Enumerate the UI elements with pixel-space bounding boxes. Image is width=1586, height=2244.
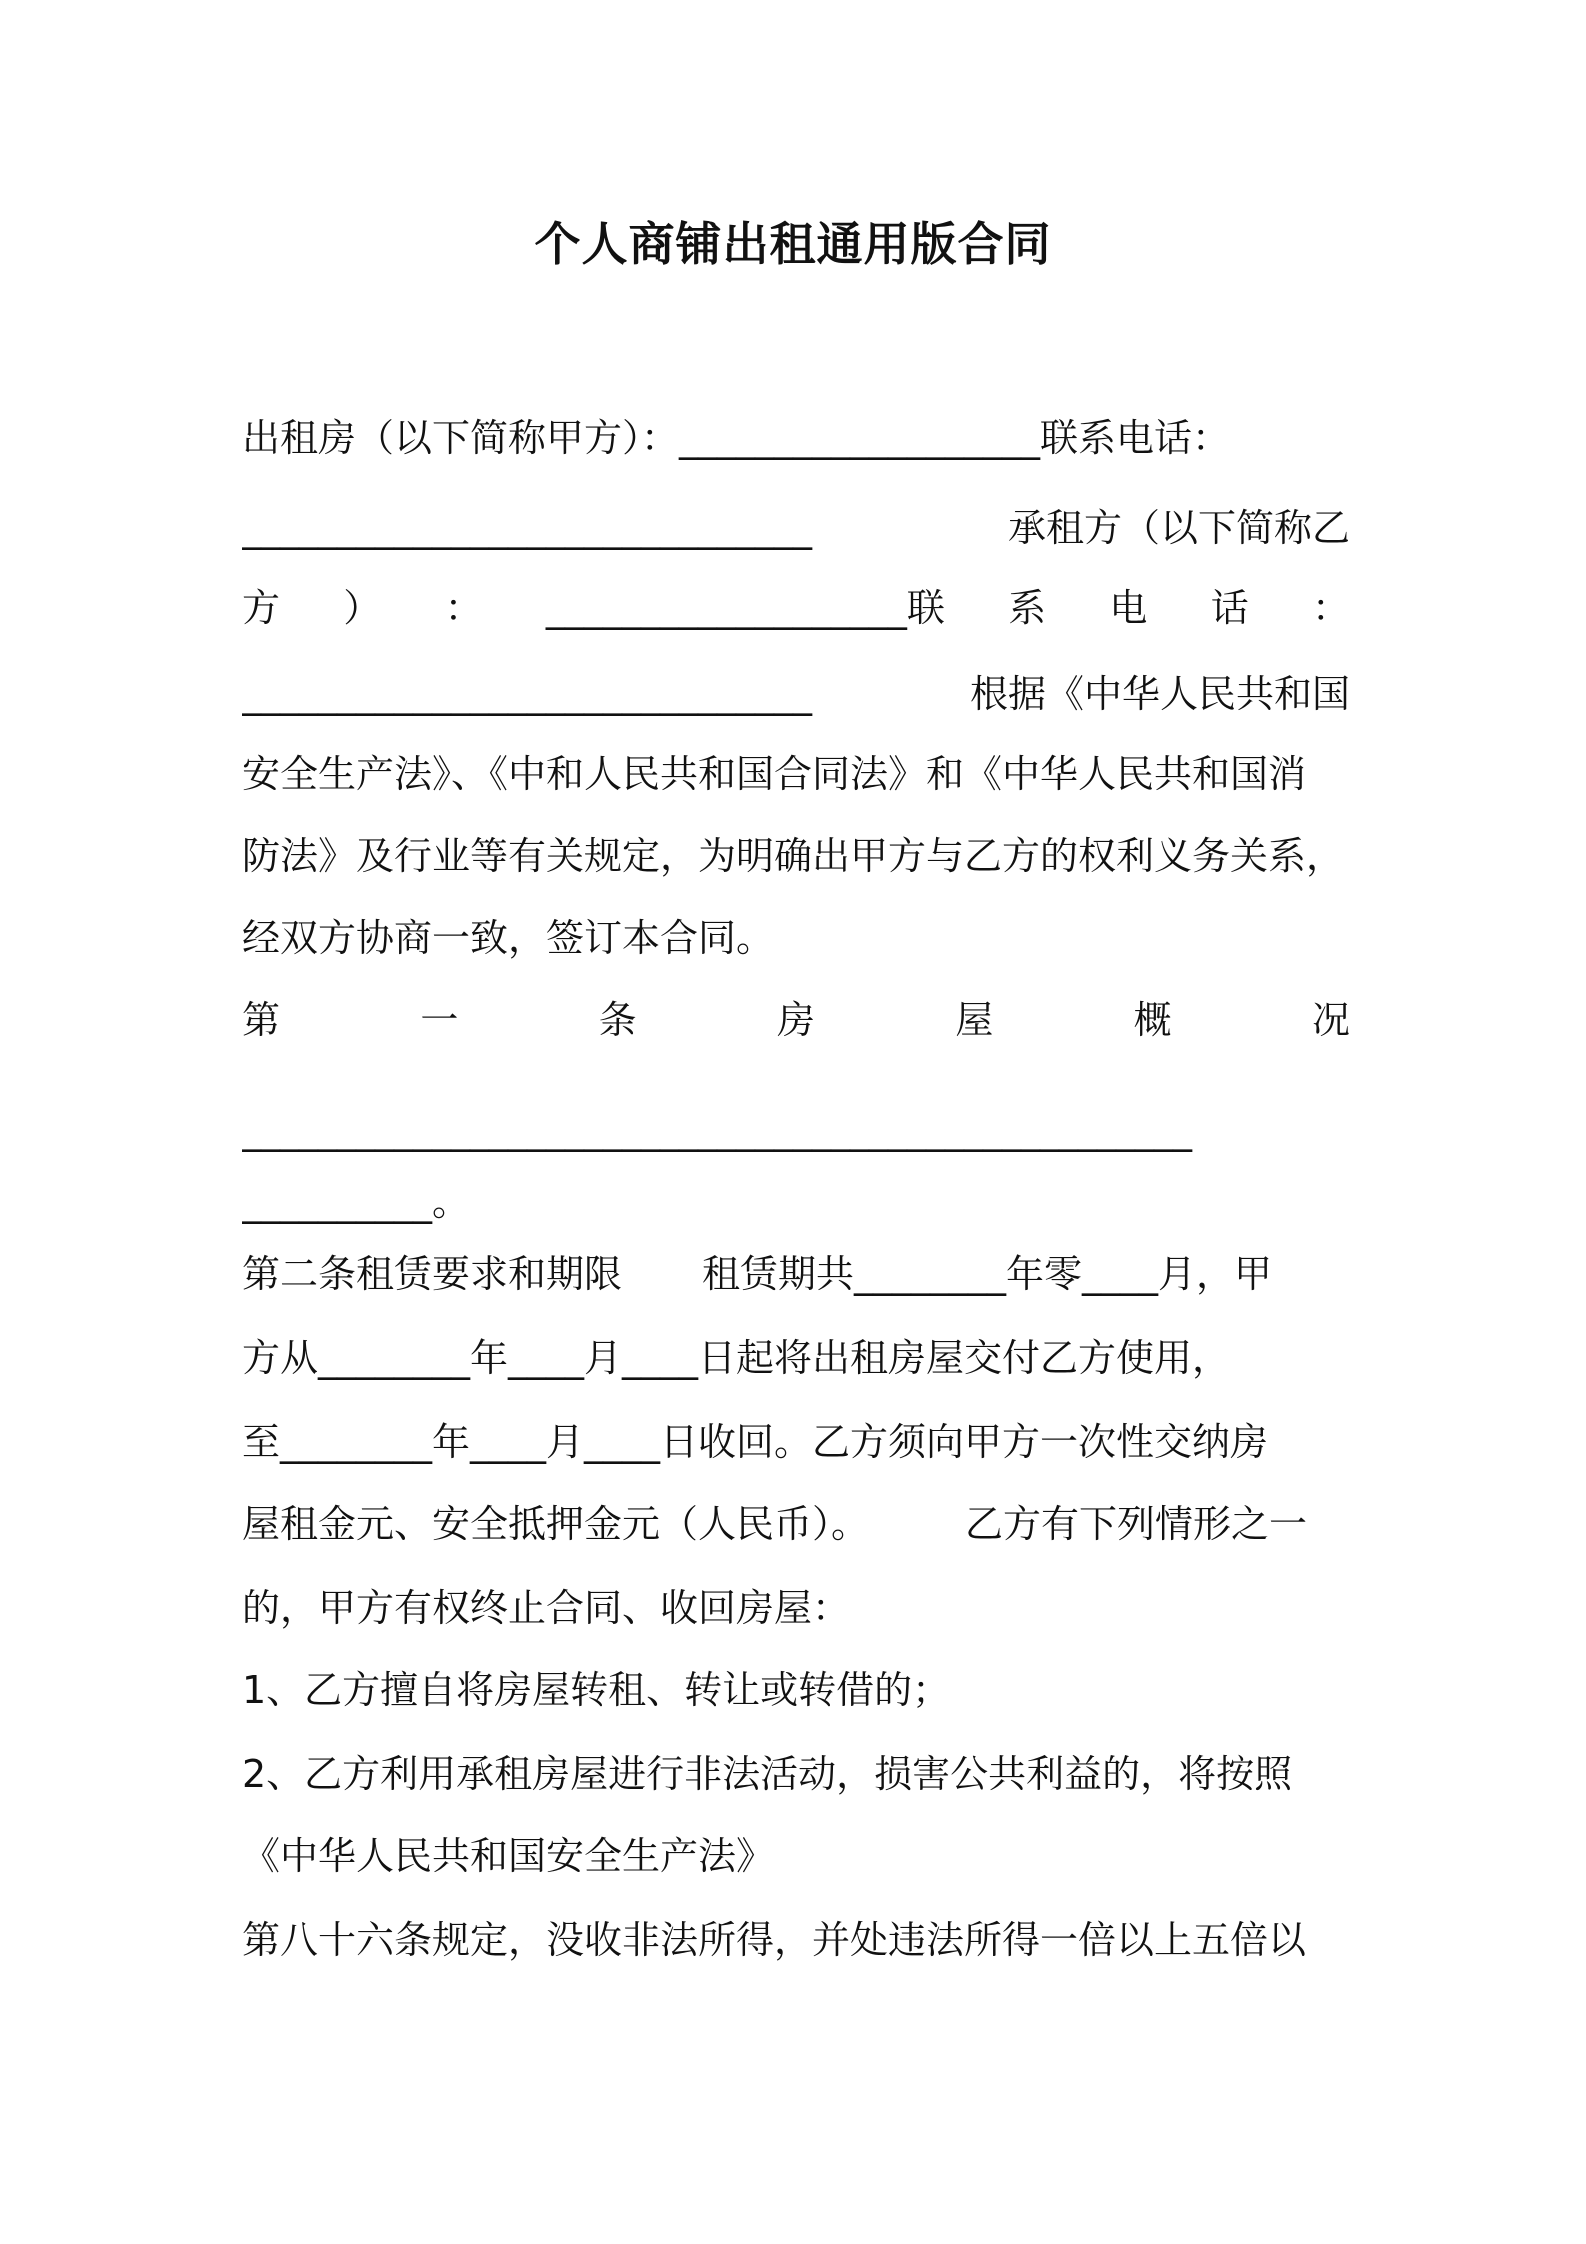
text-segment: ： bbox=[1311, 586, 1350, 630]
party-b-line bbox=[242, 502, 1350, 554]
heading-char: 屋 bbox=[955, 998, 994, 1042]
list-item: 2、乙方利用承租房屋进行非法活动，损害公共利益的，将按照 bbox=[242, 1752, 1293, 1796]
article-1-heading bbox=[242, 994, 1350, 1046]
rent-line bbox=[242, 1498, 1350, 1550]
paragraph-line: 经双方协商一致，签订本合同。 bbox=[242, 916, 775, 960]
heading-char: 一 bbox=[420, 998, 459, 1042]
paragraph-line: 防法》及行业等有关规定，为明确出甲方与乙方的权利义务关系， bbox=[242, 834, 1345, 878]
article-2-heading: 第二条租赁要求和期限 bbox=[242, 1252, 623, 1296]
party-b-label: 承租方（以下简称乙 bbox=[1007, 506, 1350, 550]
blank-line: __________________________________________________ bbox=[242, 1108, 1192, 1152]
text-segment: ___________________联 bbox=[545, 586, 945, 630]
party-a-line: 出租房（以下简称甲方）：___________________联系电话： bbox=[242, 416, 1231, 460]
text-segment: 话 bbox=[1210, 586, 1249, 630]
text-segment: 电 bbox=[1109, 586, 1148, 630]
blank-field: ______________________________ bbox=[242, 506, 812, 550]
lease-term-text: 租赁期共________年零____月，甲 bbox=[702, 1252, 1273, 1296]
law-reference: 《中华人民共和国安全生产法》 bbox=[242, 1834, 775, 1878]
heading-char: 概 bbox=[1133, 998, 1172, 1042]
heading-char: 房 bbox=[776, 998, 815, 1042]
paragraph-line: 安全生产法》、《中和人民共和国合同法》和《中华人民共和国消 bbox=[242, 752, 1307, 796]
party-b-contact-line bbox=[242, 582, 1350, 634]
paragraph-line: 方从________年____月____日起将出租房屋交付乙方使用， bbox=[242, 1336, 1231, 1380]
text-segment: 系 bbox=[1008, 586, 1047, 630]
paragraph-line: 第八十六条规定，没收非法所得，并处违法所得一倍以上五倍以 bbox=[242, 1918, 1307, 1962]
heading-char: 况 bbox=[1311, 998, 1350, 1042]
termination-intro: 乙方有下列情形之一 bbox=[965, 1502, 1308, 1546]
text-segment: ： bbox=[444, 586, 483, 630]
text-segment: 方 bbox=[242, 586, 281, 630]
basis-text: 根据《中华人民共和国 bbox=[969, 672, 1350, 716]
rent-text: 屋租金元、安全抵押金元（人民币）。 bbox=[242, 1502, 870, 1546]
text-segment: ） bbox=[343, 586, 382, 630]
heading-char: 第 bbox=[242, 998, 281, 1042]
basis-line bbox=[242, 668, 1350, 720]
paragraph-line: 至________年____月____日收回。乙方须向甲方一次性交纳房 bbox=[242, 1420, 1269, 1464]
document-title: 个人商铺出租通用版合同 bbox=[534, 217, 1052, 271]
heading-char: 条 bbox=[598, 998, 637, 1042]
blank-field: ______________________________ bbox=[242, 672, 812, 716]
blank-line: __________。 bbox=[242, 1180, 471, 1224]
list-item: 1、乙方擅自将房屋转租、转让或转借的； bbox=[242, 1668, 951, 1712]
article-2-line bbox=[242, 1248, 1350, 1300]
paragraph-line: 的，甲方有权终止合同、收回房屋： bbox=[242, 1586, 851, 1630]
